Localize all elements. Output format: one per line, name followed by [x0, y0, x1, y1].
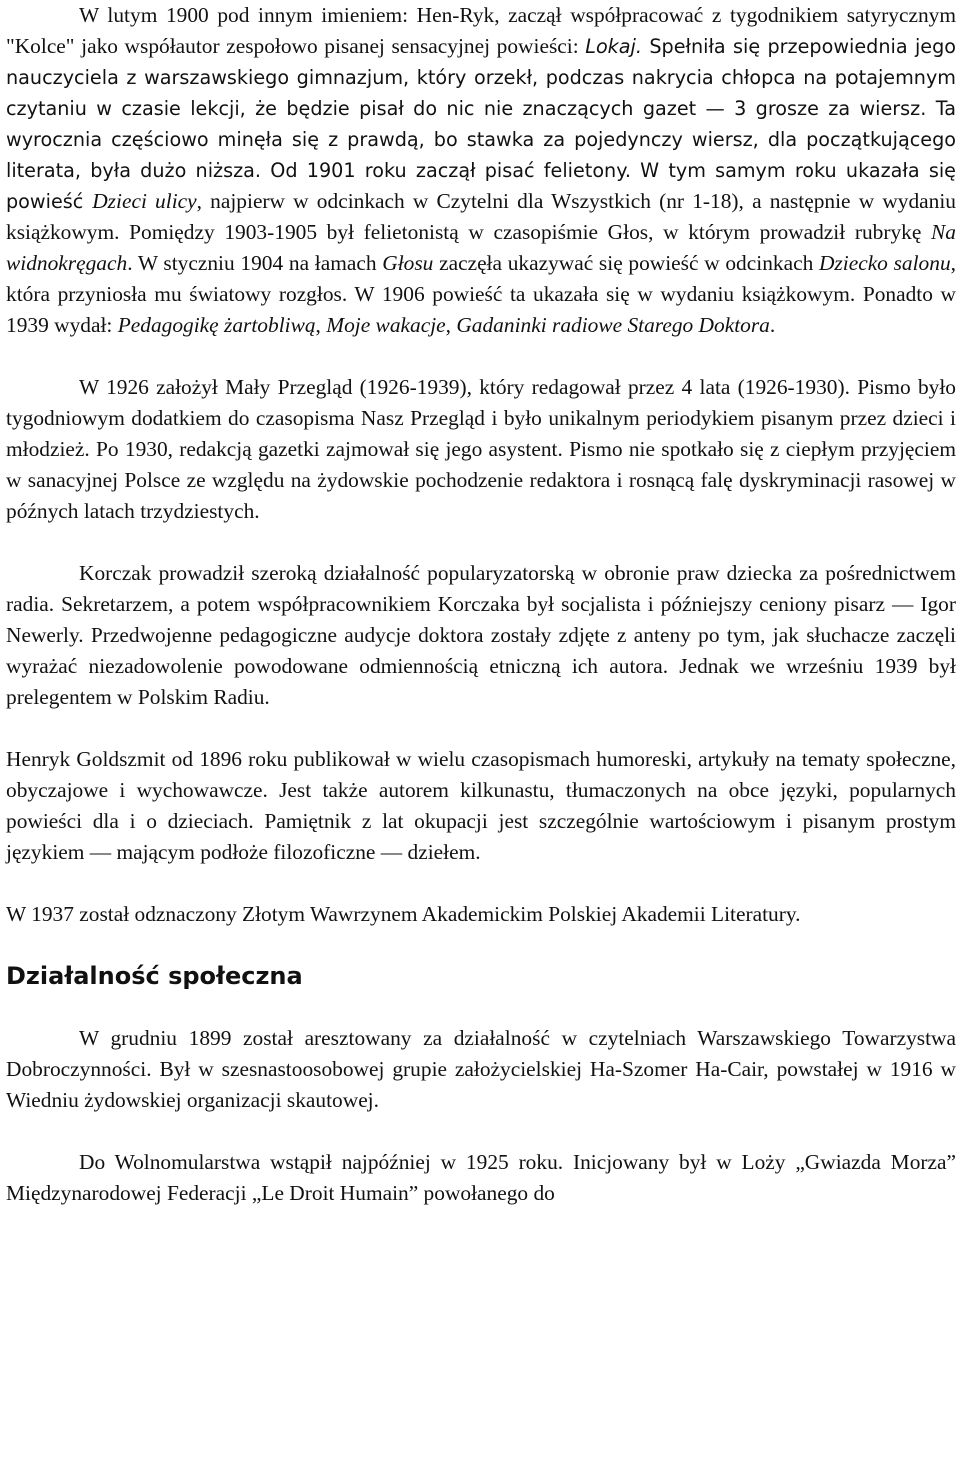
italic-title-dzieci-ulicy: Dzieci ulicy — [92, 189, 197, 213]
text-run: Ta wyrocznia częściowo minęła się z prawdą, bo stawka za pojedynczy wiersz, dla początkującego literata, była dużo niższa. Od 1901 roku zaczął pisać felietony. W tym samym roku ukazała się powieść — [6, 97, 957, 213]
italic-title-gadaninki: Gadaninki radiowe Starego Doktora — [456, 313, 770, 337]
text-run: zaczęła ukazywać się powieść w odcinkach — [433, 251, 819, 275]
paragraph-wolnomularstwo: Do Wolnomularstwa wstąpił najpóźniej w 1925 roku. Inicjowany był w Loży „Gwiazda Morza” Międzynarodowej Federacji „Le Droit Humain” powołanego do — [6, 1150, 956, 1205]
paragraph-publikacje: Henryk Goldszmit od 1896 roku publikował w wielu czasopismach humoreski, artykuły na tematy społeczne, obyczajowe i wychowawcze. Jest także autorem kilkunastu, tłumaczonych na obce języki, popularnych powieści dla i o dzieciach. Pamiętnik z lat okupacji jest szczególnie wartościowym i pisanym prostym językiem — mającym podłoże filozoficzne — dziełem. — [6, 747, 956, 864]
text-run: , — [445, 313, 457, 337]
text-run: , która przyniosła mu światowy rozgłos. W 1906 powieść ta ukazała się w wydaniu książkowym. Ponadto w 1939 wydał: — [6, 251, 956, 337]
italic-title-lokaj: Lokaj. — [585, 35, 642, 58]
text-run: Spełniła się przepowiednia jego nauczyciela z warszawskiego gimnazjum, który orzekł, podczas nakrycia chłopca na potajemnym czytaniu w czasie lekcji, że będzie pisał do nic nie znaczących gazet — 3 grosze za wiersz. — [6, 35, 956, 120]
italic-title-dziecko-salonu: Dziecko salonu — [818, 251, 951, 275]
text-run: W lutym 1900 pod innym imieniem: Hen-Ryk, zaczął współpracować z tygodnikiem satyrycznym "Kolce" jako współautor zespołowo pisanej sensacyjnej powieści: — [6, 3, 956, 58]
section-heading: Działalność społeczna — [6, 962, 303, 990]
text-run: . — [769, 313, 776, 337]
paragraph-odznaczenie: W 1937 został odznaczony Złotym Wawrzynem Akademickim Polskiej Akademii Literatury. — [6, 902, 801, 926]
text-run: , najpierw w odcinkach w Czytelni dla Wszystkich (nr 1-18), a następnie w wydaniu książkowym. Pomiędzy 1903-1905 był felietonistą w czasopiśmie Głos, w którym prowadził rubrykę — [6, 189, 956, 244]
text-run: . W styczniu 1904 na łamach — [127, 251, 383, 275]
paragraph-aresztowanie: W grudniu 1899 został aresztowany za działalność w czytelniach Warszawskiego Towarzystwa Dobroczynności. Był w szesnastoosobowej grupie założycielskiej Ha-Szomer Ha-Cair, powstałej w 1916 w Wiedniu żydowskiej organizacji skautowej. — [6, 1026, 956, 1112]
paragraph-maly-przeglad: W 1926 założył Mały Przegląd (1926-1939), który redagował przez 4 lata (1926-1930). Pismo było tygodniowym dodatkiem do czasopisma Nasz Przegląd i było unikalnym periodykiem pisanym przez dzieci i młodzież. Po 1930, redakcją gazetki zajmował się jego asystent. Pismo nie spotkało się z ciepłym przyjęciem w sanacyjnej Polsce ze względu na żydowskie pochodzenie redaktora i rosnącą falę dyskryminacji rasowej w późnych latach trzydziestych. — [6, 375, 956, 523]
italic-title-moje-wakacje: Moje wakacje — [326, 313, 446, 337]
italic-title-na-widnokregach: Na widnokręgach — [6, 220, 956, 275]
text-run: , — [315, 313, 327, 337]
paragraph-kolce — [6, 0, 956, 341]
paragraph-radio: Korczak prowadził szeroką działalność popularyzatorską w obronie praw dziecka za pośrednictwem radia. Sekretarzem, a potem współpracownikiem Korczaka był socjalista i późniejszy ceniony pisarz — Igor Newerly. Przedwojenne pedagogiczne audycje doktora zostały zdjęte z anteny po tym, jak słuchacze zaczęli wyrażać niezadowolenie powodowane odmiennością etniczną ich autora. Jednak we wrześniu 1939 był prelegentem w Polskim Radiu. — [6, 561, 956, 709]
italic-title-pedagogike: Pedagogikę żartobliwą — [117, 313, 316, 337]
italic-title-glosu: Głosu — [382, 251, 434, 275]
